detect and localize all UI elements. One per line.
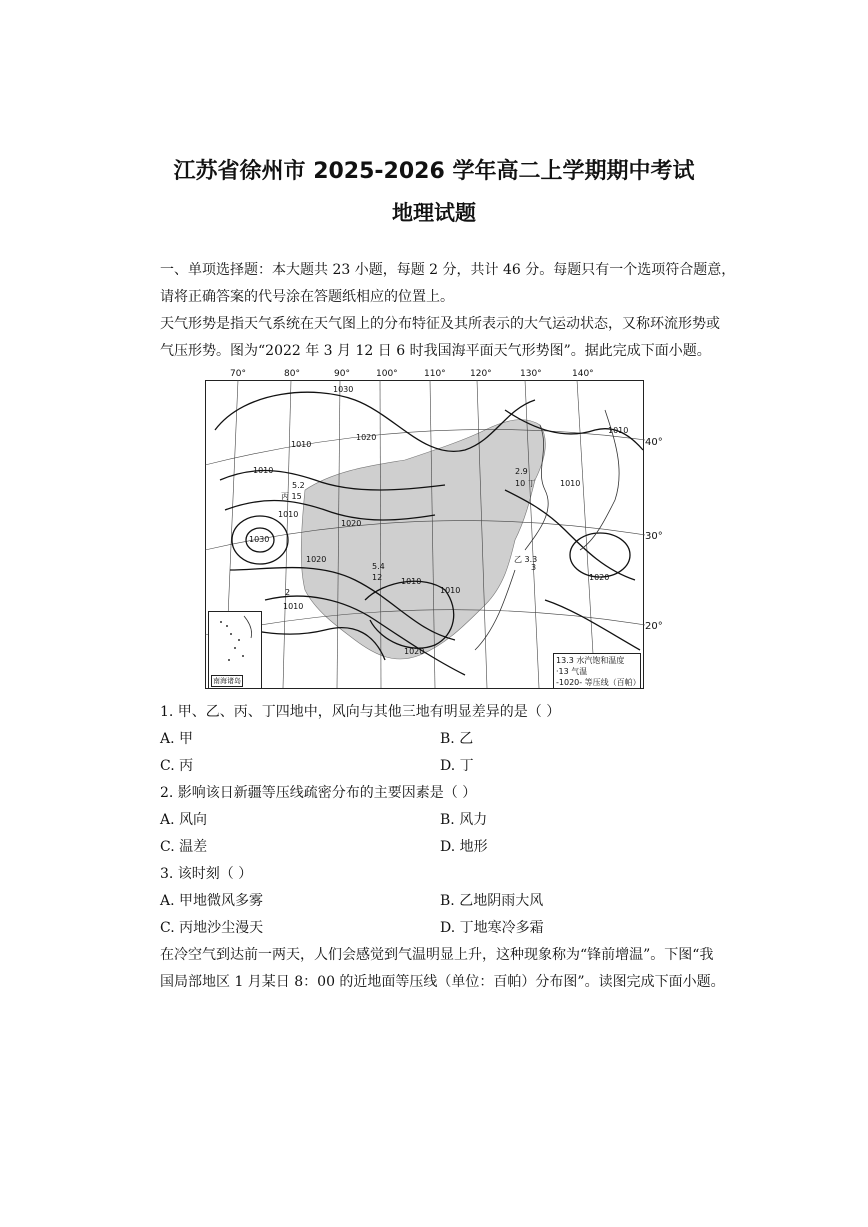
south-china-sea-inset xyxy=(208,611,262,689)
question-2-stem: 2. 影响该日新疆等压线疏密分布的主要因素是（ ） xyxy=(160,785,477,801)
question-3-option-d[interactable]: D. 丁地寒冷多霜 xyxy=(440,920,544,936)
inset-map-svg xyxy=(209,612,259,672)
question-3-option-a[interactable]: A. 甲地微风多雾 xyxy=(160,893,264,909)
longitude-label: 90° xyxy=(334,369,350,379)
station-label: 3 xyxy=(531,563,537,572)
isobar-label: 1020 xyxy=(341,519,362,528)
isobar-label: 1020 xyxy=(589,573,610,582)
weather-map-svg xyxy=(205,370,645,690)
paragraph-1-line1: 天气形势是指天气系统在天气图上的分布特征及其所表示的大气运动状态，又称环流形势或 xyxy=(160,316,720,332)
weather-map xyxy=(205,370,645,690)
question-2-option-c[interactable]: C. 温差 xyxy=(160,839,208,855)
section-intro-line1: 一、单项选择题：本大题共 23 小题，每题 2 分，共计 46 分。每题只有一个选项符合题意， xyxy=(160,262,736,278)
longitude-label: 110° xyxy=(424,369,446,379)
question-2-option-d[interactable]: D. 地形 xyxy=(440,839,488,855)
latitude-label: 20° xyxy=(645,621,663,632)
isobar-label: 1010 xyxy=(278,510,299,519)
station-label-ding: 10 丁 xyxy=(515,479,536,488)
isobar-label: 1030 xyxy=(333,385,354,394)
question-1-option-a[interactable]: A. 甲 xyxy=(160,731,194,747)
isobar-label: 1010 xyxy=(401,577,422,586)
station-label: 5.2 xyxy=(292,481,305,490)
question-2-option-b[interactable]: B. 风力 xyxy=(440,812,488,828)
paragraph-1-line2: 气压形势。图为“2022 年 3 月 12 日 6 时我国海平面天气形势图”。据此完成下面小题。 xyxy=(160,343,711,359)
exam-subtitle: 地理试题 xyxy=(392,201,476,225)
inset-label: 南海诸岛 xyxy=(213,677,241,685)
question-1-option-b[interactable]: B. 乙 xyxy=(440,731,474,747)
question-3-option-c[interactable]: C. 丙地沙尘漫天 xyxy=(160,920,264,936)
section-intro-line2: 请将正确答案的代号涂在答题纸相应的位置上。 xyxy=(160,289,454,305)
station-label: 12 xyxy=(372,573,383,582)
question-1-option-c[interactable]: C. 丙 xyxy=(160,758,194,774)
longitude-label: 120° xyxy=(470,369,492,379)
station-label-yi: 乙 3.3 xyxy=(514,555,538,564)
paragraph-2-line1: 在冷空气到达前一两天，人们会感觉到气温明显上升，这种现象称为“锋前增温”。下图“我 xyxy=(160,947,714,963)
isobar-label: 1020 xyxy=(404,647,425,656)
isobar-label: 1010 xyxy=(440,586,461,595)
longitude-label: 100° xyxy=(376,369,398,379)
isobar-label: 1030 xyxy=(249,535,270,544)
isobar-label: 1020 xyxy=(306,555,327,564)
question-2-option-a[interactable]: A. 风向 xyxy=(160,812,208,828)
latitude-label: 30° xyxy=(645,531,663,542)
legend-dewpoint: 13.3 水汽饱和温度 xyxy=(556,656,625,665)
question-3-stem: 3. 该时刻（ ） xyxy=(160,866,253,882)
isobar-label: 1020 xyxy=(356,433,377,442)
station-label: 2 xyxy=(285,588,291,597)
station-label: 5.4 xyxy=(372,562,385,571)
station-label: 2.9 xyxy=(515,467,528,476)
isobar-label: 1010 xyxy=(608,426,629,435)
isobar-label: 1010 xyxy=(560,479,581,488)
latitude-label: 40° xyxy=(645,437,663,448)
question-1-stem: 1. 甲、乙、丙、丁四地中，风向与其他三地有明显差异的是（ ） xyxy=(160,704,561,720)
question-3-option-b[interactable]: B. 乙地阴雨大风 xyxy=(440,893,544,909)
isobar-label: 1010 xyxy=(291,440,312,449)
station-label-bing: 丙 15 xyxy=(281,492,302,501)
isobar-label: 1010 xyxy=(283,602,304,611)
map-legend xyxy=(553,653,641,689)
isobar-label: 1010 xyxy=(253,466,274,475)
paragraph-2-line2: 国局部地区 1 月某日 8：00 的近地面等压线（单位：百帕）分布图”。读图完成下面小题。 xyxy=(160,974,725,990)
longitude-label: 70° xyxy=(230,369,246,379)
longitude-label: 80° xyxy=(284,369,300,379)
question-1-option-d[interactable]: D. 丁 xyxy=(440,758,474,774)
longitude-label: 130° xyxy=(520,369,542,379)
legend-isobar: -1020- 等压线（百帕） xyxy=(556,678,641,687)
longitude-label: 140° xyxy=(572,369,594,379)
exam-title: 江苏省徐州市 2025-2026 学年高二上学期期中考试 xyxy=(173,159,695,184)
legend-temperature: ·13 气温 xyxy=(556,667,588,676)
